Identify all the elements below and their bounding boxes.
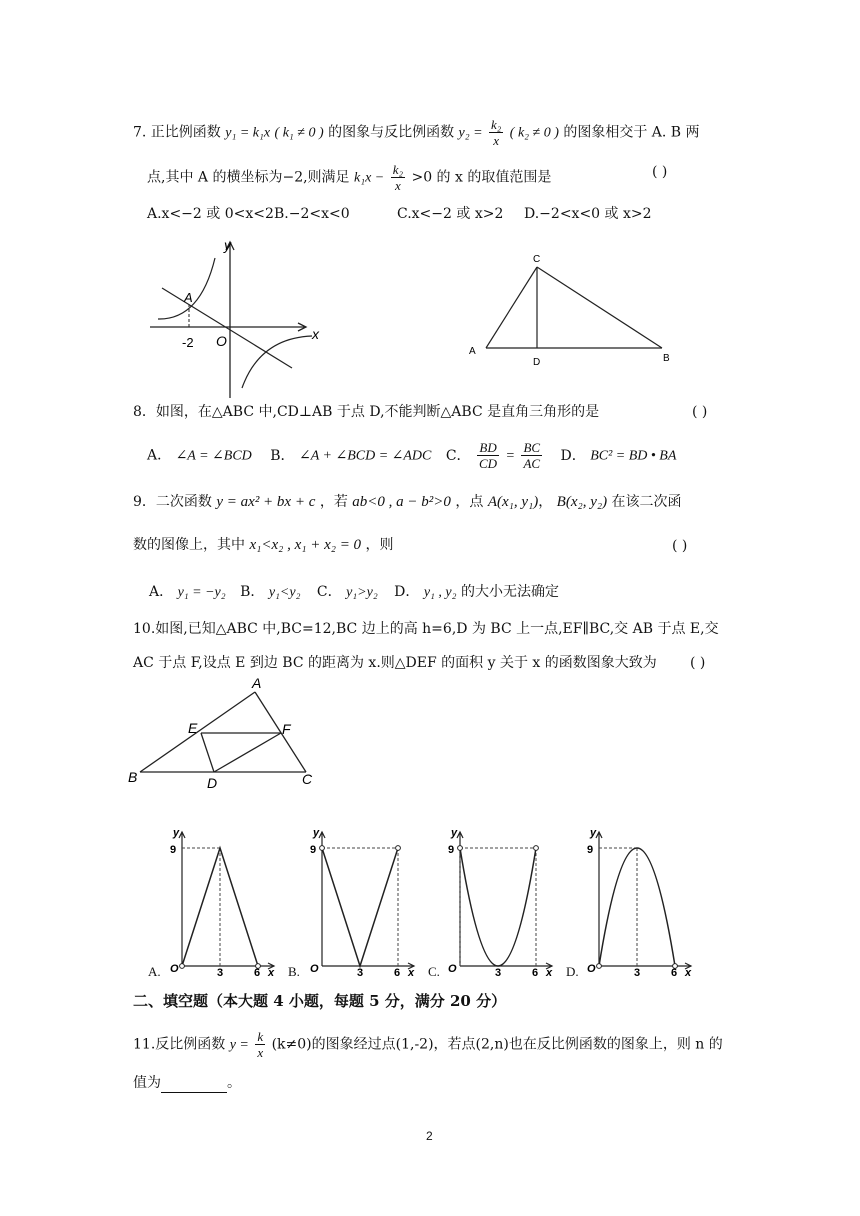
q11-text-a: 11.反比例函数 [133, 1036, 226, 1053]
graph-curve [322, 848, 398, 966]
graph-label-y: y [173, 827, 180, 839]
q9-cond: ab<0 , a − b²>0 [352, 494, 451, 510]
graph-label-9: 9 [587, 844, 594, 856]
q7-label-A: A [184, 290, 193, 305]
graph-label-O: O [170, 963, 179, 975]
q8-options [147, 440, 676, 471]
q10-triangle-figure [126, 676, 326, 792]
q7-text-c: 的图象相交于 A. B 两 [563, 124, 700, 141]
q10-label-A: A [252, 675, 262, 691]
q7-optB: B.−2<x<0 [274, 206, 350, 222]
q10-line2: AC 于点 F,设点 E 到边 BC 的距离为 x.则△DEF 的面积 y 关于 x 的函数图象大致为 [133, 655, 657, 671]
q7-cond2: ( k₂ ≠ 0 ) [509, 125, 559, 141]
tri-side-BC [537, 267, 662, 348]
page-number: 2 [426, 1129, 433, 1143]
q8-optA-letter: A． [147, 447, 172, 464]
q9-answer-paren: ( ) [672, 538, 688, 554]
graph-label-9: 9 [170, 844, 177, 856]
q9-optA-letter: A． [149, 584, 174, 600]
q7-optD: D.−2<x<0 或 x>2 [524, 206, 652, 222]
graph-label-9: 9 [448, 844, 455, 856]
q10-line1: 10.如图,已知△ABC 中,BC=12,BC 边上的高 h=6,D 为 BC 上一点,EF∥BC,交 AB 于点 E,交 [133, 621, 719, 637]
q11-fraction: $\frac{k}{x}$ [257, 1029, 264, 1060]
q10-label-E: E [188, 720, 198, 736]
q7-triangle-figure [466, 250, 676, 376]
q10-optB-letter: B. [288, 964, 300, 979]
q7-label-O: O [216, 333, 227, 349]
q9-line1: 9．二次函数 y = ax² + bx + c ，若 ab<0 , a − b²>0 ，点 A(x₁, y₁)， B(x₂, y₂) 在该二次函 [133, 494, 682, 510]
graph-label-x: x [408, 967, 415, 979]
graph-label-6: 6 [394, 967, 401, 979]
q7-ineq-right: >0 的 x 的取值范围是 [411, 169, 552, 186]
graph-label-3: 3 [495, 967, 502, 979]
q7-function-graph [140, 238, 340, 400]
q7-y2-expr: y₂ = [458, 125, 483, 141]
tri-label-A: A [469, 346, 476, 357]
q11-answer-blank[interactable] [161, 1078, 227, 1093]
q7-label-neg2: -2 [182, 335, 194, 350]
graph-open-point [458, 846, 463, 851]
q10-segment-ED [201, 733, 214, 772]
graph-label-3: 3 [217, 967, 224, 979]
graph-curve [460, 848, 536, 966]
q11-text-b: (k≠0)的图象经过点(1,-2)，若点(2,n)也在反比例函数的图象上，则 n 的 [271, 1036, 723, 1053]
q10-graph-B [302, 826, 422, 979]
q7-hyperbola-left [158, 258, 215, 319]
q9-optD-tail: 的大小无法确定 [460, 584, 559, 600]
q9-cond2: x₁<x₂ , x₁ + x₂ = 0 [249, 537, 362, 553]
q8-optB-letter: B． [270, 447, 295, 464]
tri-side-AC [486, 267, 537, 348]
q9-text-c: ，点 [455, 494, 484, 510]
q9-optD-expr: y₁ , y₂ [423, 585, 457, 600]
q9-text-then: ，则 [365, 537, 394, 553]
q11-line2 [133, 1073, 241, 1093]
q8-answer-paren: ( ) [692, 404, 708, 420]
q8-optA-expr: ∠A = ∠BCD [175, 448, 252, 464]
graph-label-6: 6 [532, 967, 539, 979]
q7-label-x: x [312, 326, 319, 342]
q7-ineq-left: k₁x − [354, 170, 385, 186]
q9-text-a: 9．二次函数 [133, 494, 212, 510]
q10-optA-letter: A. [148, 964, 161, 979]
q7-y1-expr: y₁ = k₁x [225, 125, 271, 141]
q8-optD-expr: BC² = BD • BA [590, 448, 677, 464]
q9-line2 [133, 535, 394, 555]
graph-label-3: 3 [357, 967, 364, 979]
graph-open-point [396, 846, 401, 851]
q7-text-a: 7. 正比例函数 [133, 124, 221, 141]
q10-answer-paren: ( ) [690, 655, 706, 671]
q7-line2 [147, 162, 551, 193]
q10-label-B: B [128, 769, 138, 785]
q10-optD-letter: D. [566, 964, 579, 979]
q7-line1 [133, 117, 700, 148]
graph-label-6: 6 [671, 967, 678, 979]
q10-label-F: F [282, 721, 291, 737]
q10-label-D: D [207, 775, 218, 791]
graph-label-y: y [451, 827, 458, 839]
q7-optA: A.x<−2 或 0<x<2 [147, 206, 274, 222]
graph-label-y: y [590, 827, 597, 839]
q8-optC-frac2: $\frac{BC}{AC}$ [523, 440, 541, 471]
q7-answer-paren: ( ) [652, 164, 668, 180]
graph-label-y: y [313, 827, 320, 839]
graph-label-O: O [448, 963, 457, 975]
q9-func: y = ax² + bx + c [216, 494, 316, 510]
q11-y-eq: y = [229, 1037, 249, 1053]
q8-optC-frac1: $\frac{BD}{CD}$ [479, 440, 498, 471]
q9-text-line2: 数的图像上，其中 [133, 537, 245, 553]
q9-pointB: B(x₂, y₂) [556, 494, 608, 510]
q11-period: 。 [227, 1075, 241, 1091]
q7-optC: C.x<−2 或 x>2 [397, 206, 504, 222]
q10-side-AB [140, 692, 255, 772]
q9-pointA: A(x₁, y₁) [487, 494, 539, 510]
q8-stem: 8．如图，在△ABC 中,CD⊥AB 于点 D,不能判断△ABC 是直角三角形的是 [133, 404, 600, 420]
graph-label-x: x [546, 967, 553, 979]
q9-optA-expr: y₁ = −y₂ [177, 585, 226, 600]
q11-line1 [133, 1029, 723, 1060]
q10-graph-C [440, 826, 560, 979]
q9-optD-letter: D． [394, 584, 420, 600]
graph-label-O: O [587, 963, 596, 975]
q7-text-line2: 点,其中 A 的横坐标为−2,则满足 [147, 169, 350, 186]
q7-fraction: $\frac{\text{k₂}}{x}$ [491, 117, 502, 148]
q9-text-b: ，若 [319, 494, 348, 510]
q7-text-b: 的图象与反比例函数 [328, 124, 455, 141]
graph-open-point [534, 846, 539, 851]
q8-optC-equals: = [505, 448, 515, 464]
q10-optC-letter: C. [428, 964, 440, 979]
q8-optB-expr: ∠A + ∠BCD = ∠ADC [299, 448, 432, 464]
graph-label-x: x [268, 967, 275, 979]
q11-text-value-is: 值为 [133, 1075, 161, 1091]
q9-options [149, 582, 559, 603]
graph-label-6: 6 [254, 967, 261, 979]
graph-label-x: x [685, 967, 692, 979]
q9-optC-letter: C． [316, 584, 342, 600]
q7-ineq-fraction: $\frac{\text{k₂}}{x}$ [392, 162, 404, 193]
q10-label-C: C [302, 771, 313, 787]
q7-linear-line [162, 288, 292, 368]
graph-open-point [180, 964, 185, 969]
q10-graph-D [579, 826, 699, 979]
tri-label-D: D [533, 357, 541, 368]
q9-text-d: 在该二次函 [611, 494, 682, 510]
q9-optB-expr: y₁<y₂ [268, 585, 301, 600]
tri-label-C: C [533, 254, 541, 265]
q7-label-y: y [224, 237, 231, 253]
q10-graph-A [162, 826, 282, 979]
q7-cond1: ( k₁ ≠ 0 ) [274, 125, 324, 141]
q10-side-AC [255, 692, 306, 772]
graph-label-3: 3 [634, 967, 641, 979]
tri-label-B: B [663, 353, 670, 364]
graph-label-9: 9 [310, 844, 317, 856]
graph-label-O: O [310, 963, 319, 975]
q8-optC-letter: C． [445, 447, 471, 464]
q9-optB-letter: B． [240, 584, 265, 600]
graph-open-point [597, 964, 602, 969]
section-fill-blank-title: 二、填空题（本大题 4 小题，每题 5 分，满分 20 分） [133, 992, 507, 1010]
q9-optC-expr: y₁>y₂ [346, 585, 378, 600]
q10-segment-FD [214, 733, 281, 772]
graph-open-point [320, 846, 325, 851]
q8-optD-letter: D． [560, 447, 586, 464]
